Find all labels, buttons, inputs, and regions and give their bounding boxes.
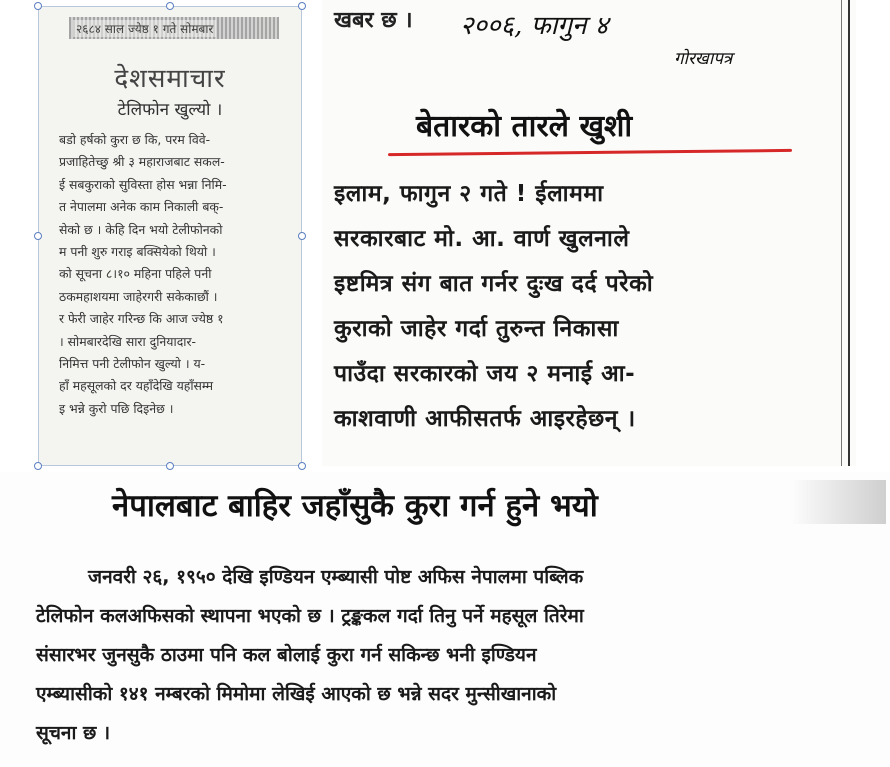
body-line: ई सबकुराको सुविस्ता होस भन्ना निमि- [59, 176, 227, 192]
resize-handle-bottom[interactable] [166, 462, 174, 470]
resize-handle-bottom-left[interactable] [34, 462, 42, 470]
body-line: ठकमहाशयमा जाहेरगरी सकेकाछौं । [59, 288, 218, 304]
body-line: पाउँदा सरकारको जय २ मनाई आ- [334, 361, 636, 387]
resize-handle-top[interactable] [166, 2, 174, 10]
clipping-body [59, 129, 293, 420]
clipping-headline: टेलिफोन खुल्यो । [117, 100, 223, 120]
body-line: र फेरी जाहेर गरिन्छ कि आज ज्येष्ठ १ [59, 311, 224, 327]
body-line: बडो हर्षको कुरा छ कि, परम विवे- [59, 132, 211, 147]
scan-shadow [790, 480, 886, 524]
body-line: एम्ब्यासीको १४१ नम्बरको मिमोमा लेखिई आएको छ भन्ने सदर मुन्सीखानाको [36, 683, 557, 705]
body-line: जनवरी २६, १९५० देखि इण्डियन एम्ब्यासी पोष्ट अफिस नेपालमा पब्लिक [88, 566, 584, 588]
wireless-news-clipping[interactable] [322, 0, 856, 466]
masthead-strip [69, 17, 279, 39]
body-line: । सोमबारदेखि सारा दुनियादार- [59, 333, 197, 349]
clipping-body [334, 172, 828, 442]
resize-handle-top-left[interactable] [34, 2, 42, 10]
clipping-source: खबर छ । [334, 8, 413, 33]
margin-rule [841, 0, 842, 466]
resize-handle-top-right[interactable] [298, 2, 306, 10]
resize-handle-left[interactable] [34, 232, 42, 240]
masthead-text: २६८४ साल ज्येष्ठ १ गते सोमबार [73, 20, 216, 37]
body-line: इष्टमित्र संग बात गर्नर दुःख दर्द परेको [334, 271, 654, 297]
resize-handle-right[interactable] [298, 232, 306, 240]
body-line: निमित्त पनी टेलीफोन खुल्यो । य- [59, 356, 206, 372]
clipping-headline: नेपालबाट बाहिर जहाँसुकै कुरा गर्न हुने भयो [112, 488, 598, 524]
section-title: देशसमाचार [114, 64, 226, 94]
body-line: इलाम, फागुन २ गते ! ईलाममा [334, 181, 604, 207]
clipping-headline: बेतारको तारले खुशी [416, 109, 633, 144]
handwritten-newspaper-name: गोरखापत्र [674, 49, 733, 69]
body-line: सूचना छ । [36, 722, 111, 744]
resize-handle-bottom-right[interactable] [298, 462, 306, 470]
body-line: कुराको जाहेर गर्दा तुरुन्त निकासा [334, 316, 619, 342]
telephone-news-clipping[interactable] [38, 6, 302, 466]
body-line: संसारभर जुनसुकै ठाउमा पनि कल बोलाई कुरा गर्न सकिन्छ भनी इण्डियन [36, 644, 537, 666]
international-call-clipping[interactable] [0, 472, 890, 767]
body-line: इ भन्ने कुरो पछि दिइनेछ । [59, 400, 174, 416]
body-line: को सूचना ८।१० महिना पहिले पनी [59, 266, 212, 282]
handwritten-date: २००६, फागुन ४ [460, 11, 609, 41]
clipping-body [36, 558, 866, 753]
margin-rule [848, 0, 850, 466]
body-line: प्रजाहितेच्छु श्री ३ महाराजबाट सकल- [59, 154, 225, 170]
body-line: हाँ महसूलको दर यहाँदेखि यहाँसम्म [59, 378, 214, 394]
red-underline [388, 149, 792, 156]
body-line: सेको छ । केहि दिन भयो टेलीफोनको [59, 221, 223, 237]
body-line: सरकारबाट मो. आ. वार्ण खुलनाले [334, 226, 630, 252]
body-line: म पनी शुरु गराइ बक्सियेको थियो । [59, 244, 216, 260]
body-line: त नेपालमा अनेक काम निकाली बक्- [59, 199, 224, 215]
body-line: टेलिफोन कलअफिसको स्थापना भएको छ । ट्रङ्ककल गर्दा तिनु पर्ने महसूल तिरेमा [36, 605, 584, 627]
body-line: काशवाणी आफीसतर्फ आइरहेछन् । [334, 406, 636, 432]
